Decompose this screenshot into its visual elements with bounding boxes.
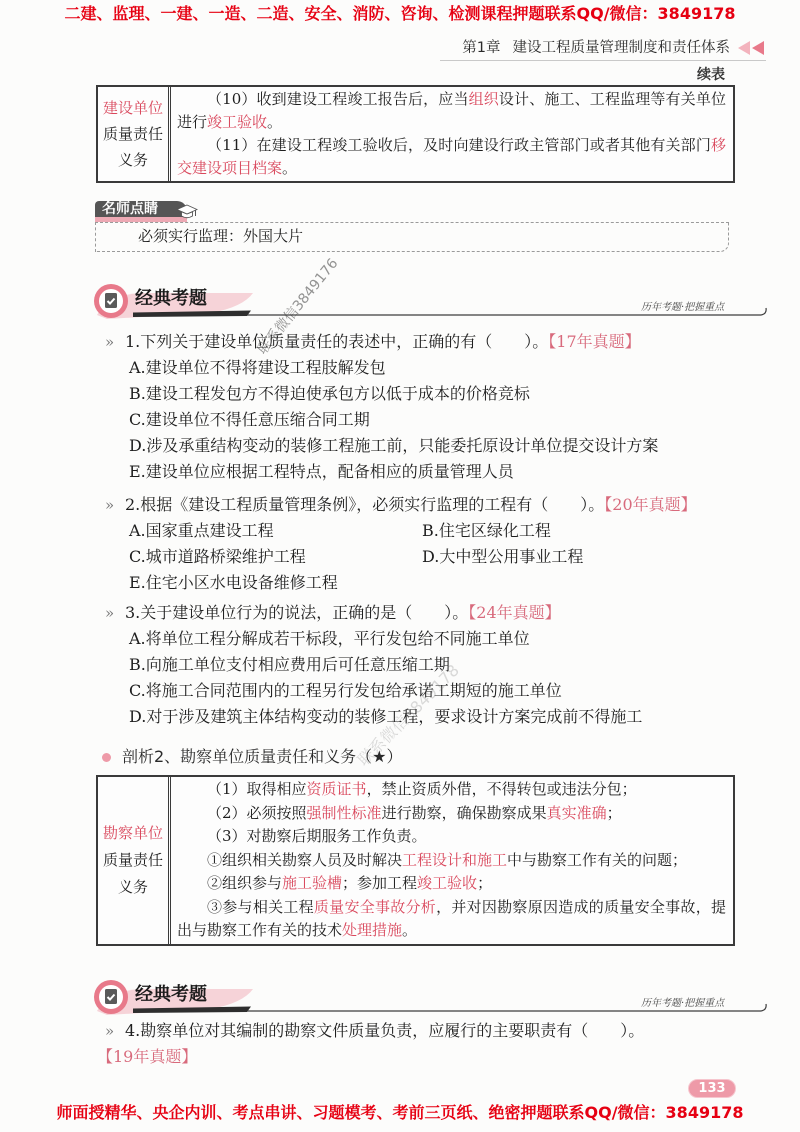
option-e: E.住宅小区水电设备维修工程: [129, 573, 338, 592]
text-run: ；: [606, 803, 622, 822]
exam-year-tag: 【19年真题】: [97, 1047, 198, 1066]
option-list: [97, 518, 730, 596]
tip-text: 必须实行监理：外国大片: [138, 227, 304, 245]
text-run: ，并对因勘察原因造成的质量安全事故，提出与勘察工作有关的技术: [177, 897, 726, 939]
text-run: ；参加工程: [342, 874, 418, 892]
bottom-promo-banner: 师面授精华、央企内训、考点串讲、习题模考、考前三页纸、绝密押题联系QQ/微信：3849178: [56, 1103, 744, 1122]
section-title: 剖析2、勘察单位质量责任和义务（★）: [122, 747, 403, 766]
chapter-title: 建设工程质量管理制度和责任体系: [512, 40, 730, 56]
question-stem: [97, 1018, 730, 1070]
watermark-text: 联系微信3849178: [353, 660, 463, 770]
double-chevron-icon: [105, 1018, 114, 1044]
question-stem: [97, 329, 730, 355]
option-c: C.将施工合同范围内的工程另行发包给承诺工期短的施工单位: [129, 681, 562, 700]
duty-item-10: [177, 88, 726, 134]
text-run: 。: [267, 113, 283, 131]
text-run: （10）收到建设工程竣工报告后，应当: [207, 90, 469, 108]
exam-heading-title: 经典考题: [135, 288, 207, 309]
option-c: C.建设单位不得任意压缩合同工期: [129, 410, 370, 429]
option-d: D.对于涉及建筑主体结构变动的装修工程，要求设计方案完成前不得施工: [129, 707, 643, 726]
watermark-text: 联系微信3849176: [254, 255, 342, 358]
stem-text: 2.根据《建设工程质量管理条例》，必须实行监理的工程有（ ）。: [125, 495, 605, 514]
exam-year-tag: 【24年真题】: [468, 603, 561, 622]
option-e: E.建设单位应根据工程特点，配备相应的质量管理人员: [129, 462, 514, 481]
highlight-run: 施工验槽: [282, 874, 343, 892]
duty-item-1: [177, 778, 726, 802]
highlight-run: 资质证书: [306, 780, 367, 798]
exam-section-heading: [93, 281, 768, 321]
option-b: B.建设工程发包方不得迫使承包方以低于成本的价格竞标: [129, 384, 530, 403]
table-row-content: [171, 87, 733, 181]
text-run: ③参与相关工程: [207, 897, 314, 916]
highlight-run: 真实准确: [546, 803, 607, 822]
graduation-cap-icon: [176, 203, 198, 221]
exam-year-tag: 【17年真题】: [548, 332, 641, 351]
duty-subitem-3: [177, 896, 726, 943]
highlight-run: 竣工验收: [417, 874, 478, 892]
text-run: （2）必须按照: [207, 803, 307, 822]
exam-heading-subtitle: 历年考题·把握重点: [641, 998, 725, 1009]
exam-heading-subtitle: 历年考题·把握重点: [641, 302, 725, 313]
label-line-2: 质量责任: [102, 850, 163, 869]
label-line-3: 义务: [117, 877, 148, 896]
option-list: [97, 626, 730, 730]
question-stem: [97, 600, 730, 626]
duty-item-11: [177, 134, 726, 180]
section-heading: [100, 745, 403, 769]
text-run: 中与勘察工作有关的问题；: [507, 850, 688, 869]
exam-check-badge-icon: [93, 283, 129, 319]
duty-subitem-1: [177, 849, 726, 873]
text-run: 。: [282, 159, 298, 177]
option-b: B.向施工单位支付相应费用后可任意压缩工期: [129, 655, 450, 674]
option-d: D.涉及承重结构变动的装修工程施工前，只能委托原设计单位提交设计方案: [129, 436, 659, 455]
option-a: A.国家重点建设工程: [129, 521, 274, 540]
highlight-run: 质量安全事故分析: [313, 897, 437, 916]
question-stem: [97, 492, 730, 518]
label-line-3: 义务: [117, 151, 148, 169]
chapter-header: [420, 39, 730, 57]
stem-text: 3.关于建设单位行为的说法，正确的是（ ）。: [125, 603, 469, 622]
highlight-run: 移交建设项目档案: [177, 136, 726, 177]
option-b: B.住宅区绿化工程: [422, 521, 551, 540]
exam-heading-title: 经典考题: [135, 984, 207, 1005]
highlight-run: 竣工验收: [207, 113, 268, 131]
text-run: ，禁止资质外借，不得转包或违法分包；: [366, 780, 637, 798]
option-c: C.城市道路桥梁维护工程: [129, 547, 306, 566]
double-chevron-icon: [105, 600, 114, 626]
text-run: ①组织相关勘察人员及时解决: [207, 850, 403, 869]
label-party: 建设单位: [102, 99, 163, 117]
question-4: [97, 1018, 730, 1070]
double-chevron-icon: [105, 492, 114, 518]
text-run: 进行勘察，确保勘察成果: [381, 803, 547, 822]
label-line-2: 质量责任: [102, 125, 163, 143]
tip-tag: 名师点睛: [95, 201, 187, 222]
question-3: [97, 600, 730, 730]
double-chevron-icon: [105, 329, 114, 355]
surveyor-duty-table: [96, 775, 735, 946]
tip-box: [95, 222, 729, 252]
top-promo-banner: 二建、监理、一建、一造、二造、安全、消防、咨询、检测课程押题联系QQ/微信：3849178: [64, 4, 736, 23]
duty-item-2: [177, 802, 726, 826]
duty-subitem-2: [177, 872, 726, 896]
table-row-content: [171, 777, 733, 944]
text-run: （1）取得相应: [207, 780, 307, 798]
question-2: [97, 492, 730, 596]
bullet-dot-icon: [102, 753, 111, 762]
chapter-number: 第1章: [462, 40, 501, 56]
page-number: 133: [688, 1079, 736, 1098]
header-rule: [440, 60, 766, 61]
table-row-label: [98, 777, 171, 944]
table-row-label: [98, 87, 171, 181]
duty-item-3: [177, 825, 726, 849]
option-a: A.将单位工程分解成若干标段，平行发包给不同施工单位: [129, 629, 530, 648]
highlight-run: 强制性标准: [306, 803, 382, 822]
exam-check-badge-icon: [93, 979, 129, 1015]
option-a: A.建设单位不得将建设工程肢解发包: [129, 358, 386, 377]
label-party: 勘察单位: [102, 823, 163, 842]
exam-section-heading: [93, 977, 768, 1017]
text-run: 设计、施工、工程监理等有关单位进行: [177, 90, 726, 131]
option-list: [97, 355, 730, 485]
continued-table-label: 续表: [697, 67, 725, 83]
text-run: 。: [402, 921, 418, 939]
text-run: （11）在建设工程竣工验收后，及时向建设行政主管部门或者其他有关部门: [207, 136, 711, 154]
question-1: [97, 329, 730, 485]
highlight-run: 组织: [468, 90, 499, 108]
option-d: D.大中型公用事业工程: [422, 547, 584, 566]
text-run: （3）对勘察后期服务工作负责。: [207, 827, 427, 845]
builder-duty-table: [96, 85, 735, 183]
double-triangle-left-icon: [736, 40, 766, 56]
stem-text: 1.下列关于建设单位质量责任的表述中，正确的有（ ）。: [125, 332, 549, 351]
stem-text: 4.勘察单位对其编制的勘察文件质量负责，应履行的主要职责有（ ）。: [125, 1021, 645, 1040]
highlight-run: 工程设计和施工: [402, 850, 508, 869]
exam-year-tag: 【20年真题】: [604, 495, 697, 514]
text-run: ②组织参与: [207, 874, 283, 892]
highlight-run: 处理措施: [342, 921, 403, 939]
text-run: ；: [477, 874, 493, 892]
